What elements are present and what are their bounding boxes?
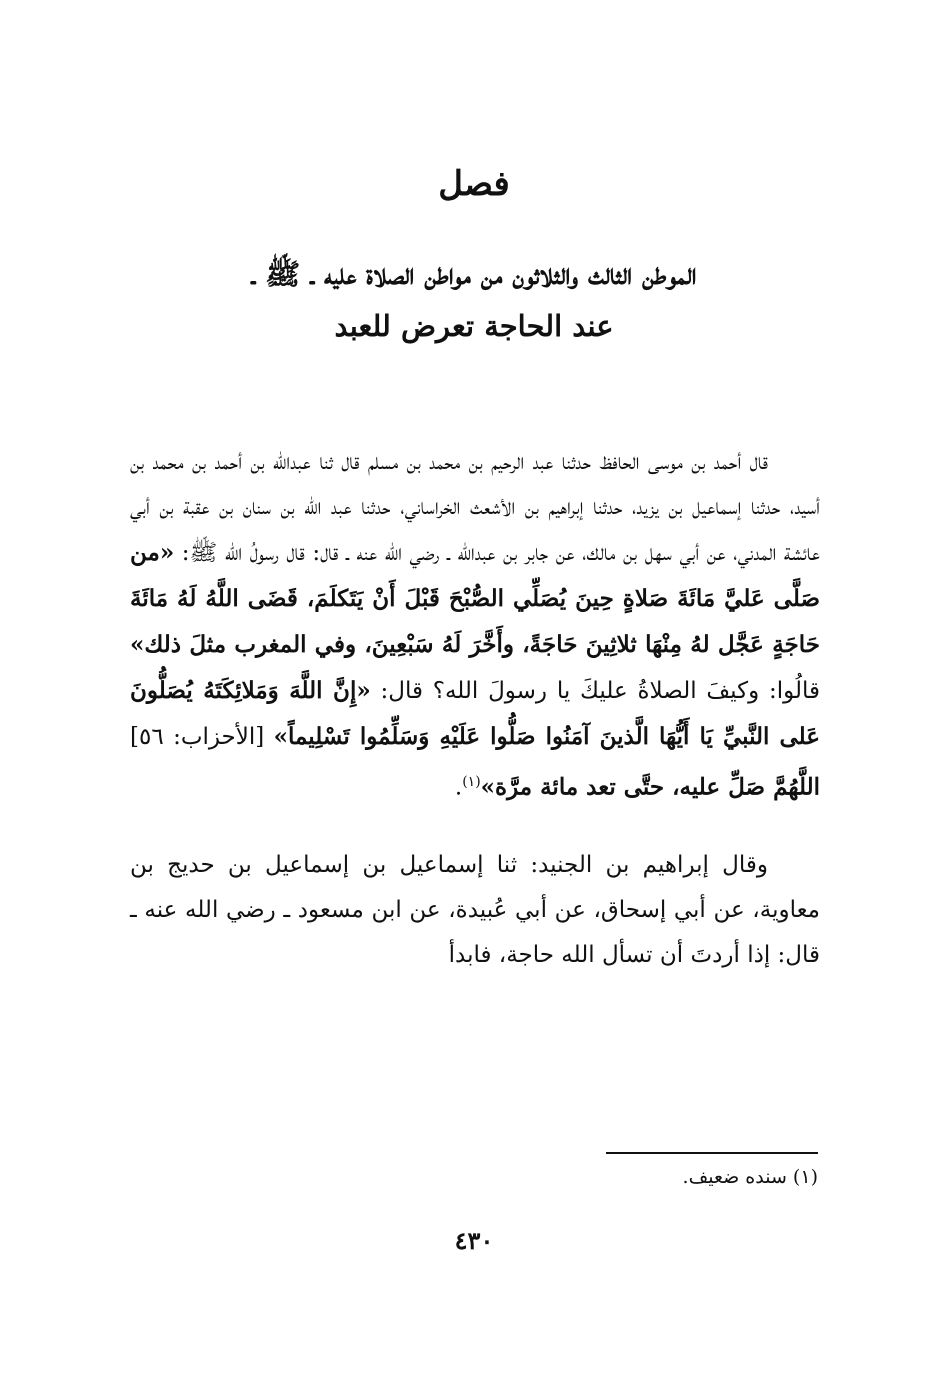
section-heading: فصل [438,164,510,204]
salawat-text: اللَّهُمَّ صَلِّ عليه، حتَّى تعد مائة مرَّة» [480,773,820,801]
paragraph-2: وقال إبراهيم بن الجنيد: ثنا إسماعيل بن إسماعيل بن حديج بن معاوية، عن أبي إسحاق، عن أبي عُبيدة، عن ابن مسعود ـ رضي الله عنه ـ قال: إذا أردتَ أن تسأل الله حاجة، فابدأ [130,851,820,968]
footnote: (١) سنده ضعيف. [682,1166,818,1188]
quran-verse: «إِنَّ اللَّهَ وَمَلائِكَتَهُ يُصَلُّونَ عَلى النَّبيِّ يَا أَيُّهَا الَّذينَ آمَنُوا صَلُّوا عَلَيْهِ وَسَلِّمُوا تَسْلِيماً» [130,677,820,750]
page-number: ٤٣٠ [454,1226,494,1255]
chapter-title [100,248,848,352]
paragraph-end: . [454,774,463,801]
paragraph-1 [130,440,820,811]
narration-text: قالُوا: وكيفَ الصلاةُ عليكَ يا رسولَ الله؟ قال: [370,678,820,704]
chapter-title-line-2: عند الحاجة تعرض للعبد [334,309,614,343]
hadith-text: «من صَلَّى عَليَّ مَائَةَ صَلاةٍ حِينَ يُصَلِّي الصُّبْحَ قَبْلَ أَنْ يَتَكلَمَ، قَضَى اللَّهُ لَهُ مَائَةَ حَاجَةٍ عَجَّل لهُ مِنْهَا ثلاثِينَ حَاجَةً، وأَخَّرَ لَهُ سَبْعِينَ، وفي المغرب مثلَ ذلك» [130,539,820,658]
footnote-marker: (١) [462,774,481,790]
verse-reference: [الأحزاب: ٥٦] [130,724,274,750]
footnote-divider [606,1152,818,1154]
chapter-title-line-1: الموطن الثالث والثلاثون من مواطن الصلاة عليه ـ ﷺ ـ [251,257,697,291]
isnad-text: قال أحمد بن موسى الحافظ حدثنا عبد الرحيم بن محمد بن مسلم قال ثنا عبدالله بن أحمد بن محمد بن أسيد، حدثنا إسماعيل بن يزيد، حدثنا إبراهيم بن الأشعث الخراساني، حدثنا عبد الله بن سنان بن عقبة بن أبي عائشة المدني، عن أبي سهل بن مالك، عن جابر بن عبدالله ـ رضي الله عنه ـ قال: قال رسولُ الله ﷺ: [130,449,820,566]
body-text [130,440,820,1010]
